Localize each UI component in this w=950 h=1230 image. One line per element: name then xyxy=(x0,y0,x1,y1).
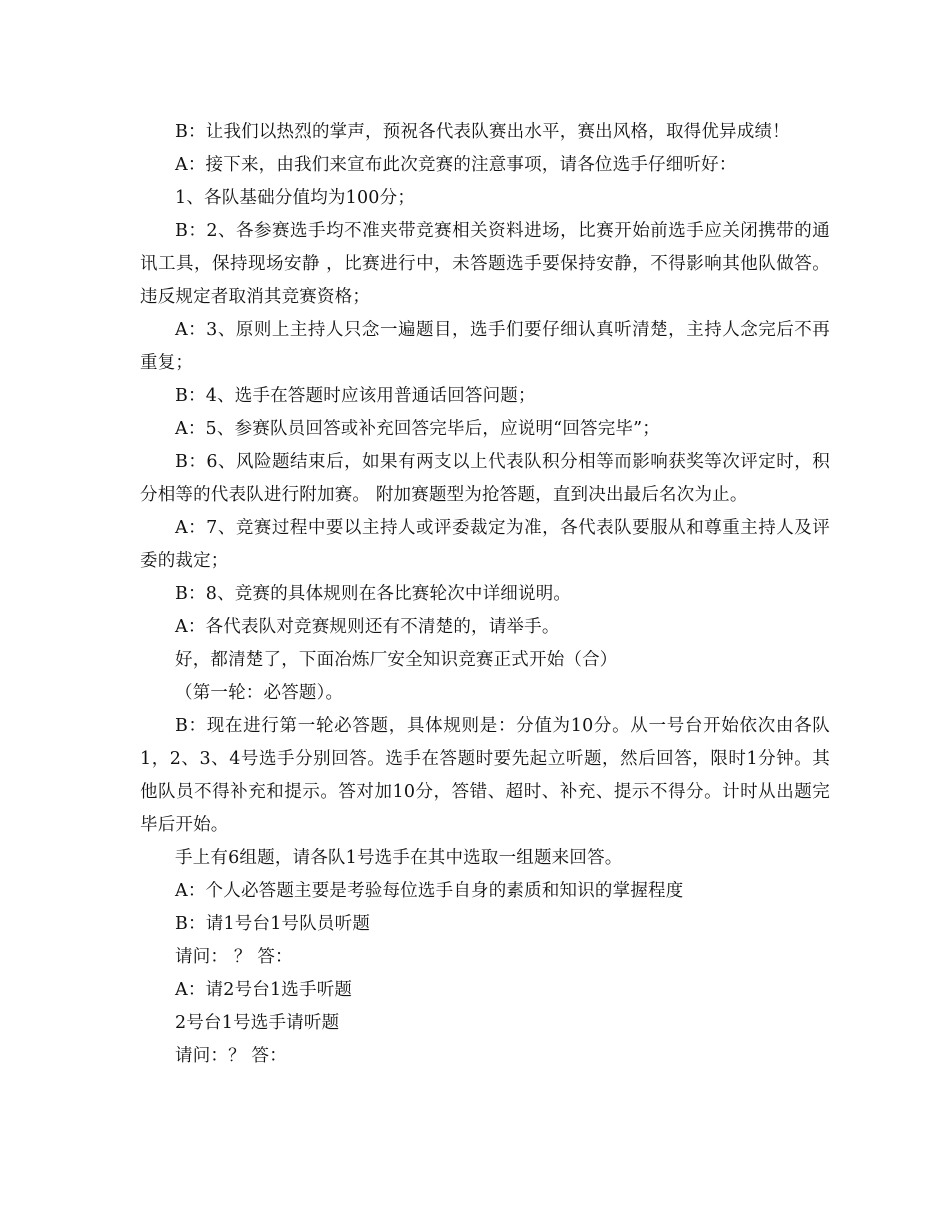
paragraph: 好，都清楚了，下面冶炼厂安全知识竞赛正式开始（合） xyxy=(175,650,618,670)
paragraph: B：4、选手在答题时应该用普通话回答问题； xyxy=(175,386,536,406)
paragraph: 请问： ？ 答： xyxy=(175,947,293,967)
document-body xyxy=(140,116,830,1073)
paragraph: A：请2号台1选手听题 xyxy=(175,980,353,1000)
paragraph: B：现在进行第一轮必答题，具体规则是：分值为10分。从一号台开始依次由各队1，2、3、4号选手分别回答。选手在答题时要先起立听题，然后回答，限时1分钟。其他队员不得补充和提示。答对加10分，答错、超时、补充、提示不得分。计时从出题完毕后开始。 xyxy=(140,716,830,835)
paragraph: B：8、竞赛的具体规则在各比赛轮次中详细说明。 xyxy=(175,584,572,604)
paragraph: A：各代表队对竞赛规则还有不清楚的，请举手。 xyxy=(175,617,560,637)
paragraph: B：请1号台1号队员听题 xyxy=(175,914,371,934)
paragraph: A：个人必答题主要是考验每位选手自身的素质和知识的掌握程度 xyxy=(175,881,684,901)
paragraph: B：2、各参赛选手均不准夹带竞赛相关资料进场，比赛开始前选手应关闭携带的通讯工具，保持现场安静 ，比赛进行中，未答题选手要保持安静，不得影响其他队做答。违反规定者取消其竞赛资格； xyxy=(140,221,830,307)
paragraph: A：接下来，由我们来宣布此次竞赛的注意事项，请各位选手仔细听好： xyxy=(175,155,737,175)
paragraph: 手上有6组题，请各队1号选手在其中选取一组题来回答。 xyxy=(175,848,623,868)
paragraph: A：3、原则上主持人只念一遍题目，选手们要仔细认真听清楚，主持人念完后不再重复； xyxy=(140,320,830,373)
paragraph: 2号台1号选手请听题 xyxy=(175,1013,340,1033)
paragraph: 请问：？ 答： xyxy=(175,1046,287,1066)
paragraph: 1、各队基础分值均为100分； xyxy=(175,188,416,208)
paragraph: A：5、参赛队员回答或补充回答完毕后，应说明“回答完毕”； xyxy=(175,419,660,439)
paragraph: （第一轮：必答题）。 xyxy=(175,683,344,703)
paragraph: A：7、竞赛过程中要以主持人或评委裁定为准，各代表队要服从和尊重主持人及评委的裁定； xyxy=(140,518,830,571)
paragraph: B：让我们以热烈的掌声，预祝各代表队赛出水平，赛出风格，取得优异成绩！ xyxy=(175,122,790,142)
paragraph: B：6、风险题结束后，如果有两支以上代表队积分相等而影响获奖等次评定时，积分相等的代表队进行附加赛。 附加赛题型为抢答题，直到决出最后名次为止。 xyxy=(140,452,830,505)
